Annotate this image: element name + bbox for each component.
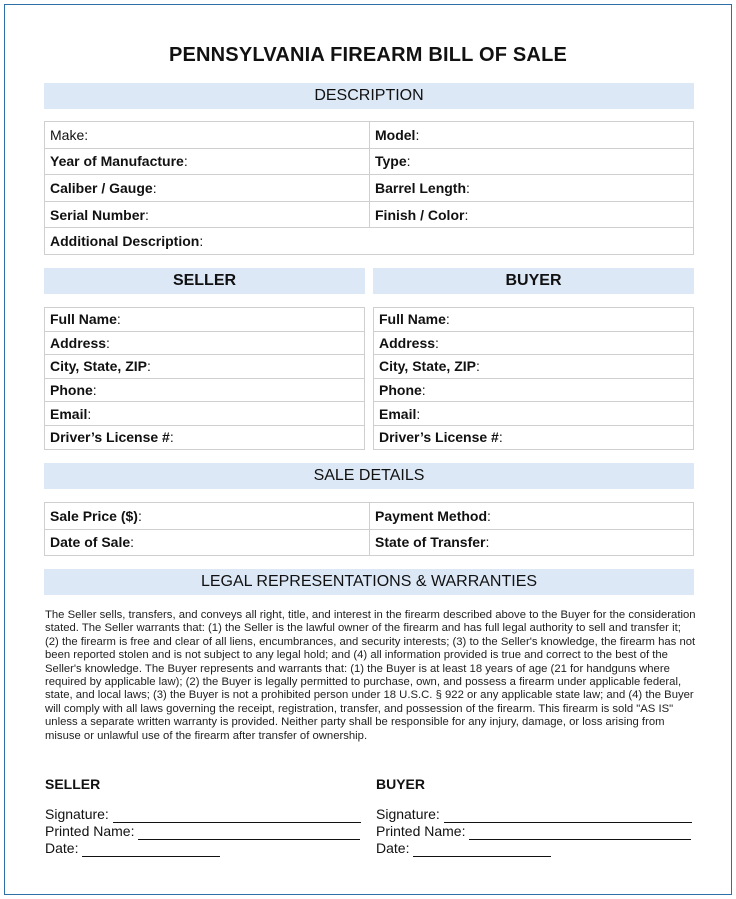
seller-header: SELLER <box>44 268 365 294</box>
additional-label: Additional Description <box>50 233 200 250</box>
sale-details-table <box>44 502 694 556</box>
caliber-label: Caliber / Gauge <box>50 179 153 196</box>
buyer-printed-name-rule <box>469 827 691 840</box>
seller-address-field[interactable]: Address: <box>45 331 365 355</box>
make-field[interactable]: Make: <box>45 122 370 149</box>
serial-field[interactable]: Serial Number: <box>45 201 370 228</box>
seller-signature-rule <box>113 810 361 823</box>
buyer-email-field[interactable]: Email: <box>374 402 694 426</box>
type-field[interactable]: Type: <box>370 148 694 175</box>
seller-date-label: Date: <box>45 840 79 856</box>
year-field[interactable]: Year of Manufacture: <box>45 148 370 175</box>
buyer-printed-name-line[interactable] <box>376 823 691 840</box>
buyer-license-label: Driver’s License # <box>379 429 499 446</box>
buyer-address-label: Address <box>379 334 436 351</box>
buyer-table <box>373 307 694 450</box>
seller-printed-name-rule <box>138 827 360 840</box>
description-table <box>44 121 694 255</box>
buyer-signature-line[interactable] <box>376 806 692 823</box>
caliber-field[interactable]: Caliber / Gauge: <box>45 175 370 202</box>
model-field[interactable]: Model: <box>370 122 694 149</box>
buyer-date-label: Date: <box>376 840 410 856</box>
seller-phone-label: Phone <box>50 382 93 399</box>
finish-field[interactable]: Finish / Color: <box>370 201 694 228</box>
seller-printed-name-line[interactable] <box>45 823 360 840</box>
buyer-city-label: City, State, ZIP <box>379 358 476 375</box>
buyer-signature-heading: BUYER <box>376 776 426 792</box>
barrel-field[interactable]: Barrel Length: <box>370 175 694 202</box>
state-of-transfer-label: State of Transfer <box>375 534 486 551</box>
seller-license-label: Driver’s License # <box>50 429 170 446</box>
additional-field[interactable]: Additional Description: <box>45 228 694 255</box>
buyer-email-label: Email <box>379 405 417 422</box>
year-label: Year of Manufacture <box>50 153 184 170</box>
sale-price-label: Sale Price ($) <box>50 507 138 524</box>
seller-signature-label: Signature: <box>45 806 109 822</box>
seller-license-field[interactable]: Driver’s License #: <box>45 425 365 449</box>
seller-full-name-label: Full Name <box>50 311 117 328</box>
buyer-license-field[interactable]: Driver’s License #: <box>374 425 694 449</box>
seller-printed-name-label: Printed Name: <box>45 823 135 839</box>
model-label: Model <box>375 126 416 143</box>
buyer-city-field[interactable]: City, State, ZIP: <box>374 355 694 379</box>
buyer-full-name-field[interactable]: Full Name: <box>374 308 694 332</box>
seller-phone-field[interactable]: Phone: <box>45 378 365 402</box>
payment-method-label: Payment Method <box>375 507 488 524</box>
seller-date-line[interactable] <box>45 840 220 857</box>
buyer-printed-name-label: Printed Name: <box>376 823 466 839</box>
seller-city-label: City, State, ZIP <box>50 358 147 375</box>
seller-table <box>44 307 365 450</box>
buyer-date-line[interactable] <box>376 840 551 857</box>
seller-full-name-field[interactable]: Full Name: <box>45 308 365 332</box>
buyer-signature-rule <box>444 810 692 823</box>
date-of-sale-label: Date of Sale <box>50 534 131 551</box>
type-label: Type <box>375 153 407 170</box>
document-title: PENNSYLVANIA FIREARM BILL OF SALE <box>168 44 568 66</box>
seller-email-field[interactable]: Email: <box>45 402 365 426</box>
payment-method-field[interactable]: Payment Method: <box>370 503 694 530</box>
seller-email-label: Email <box>50 405 88 422</box>
barrel-label: Barrel Length <box>375 179 467 196</box>
buyer-phone-label: Phone <box>379 382 422 399</box>
sale-price-field[interactable]: Sale Price ($): <box>45 503 370 530</box>
serial-label: Serial Number <box>50 206 145 223</box>
buyer-address-field[interactable]: Address: <box>374 331 694 355</box>
buyer-phone-field[interactable]: Phone: <box>374 378 694 402</box>
date-of-sale-field[interactable]: Date of Sale: <box>45 529 370 556</box>
seller-city-field[interactable]: City, State, ZIP: <box>45 355 365 379</box>
buyer-signature-label: Signature: <box>376 806 440 822</box>
make-label: Make <box>50 126 85 143</box>
seller-address-label: Address <box>50 334 107 351</box>
buyer-full-name-label: Full Name <box>379 311 446 328</box>
seller-signature-line[interactable] <box>45 806 361 823</box>
sale-details-header: SALE DETAILS <box>44 463 694 489</box>
seller-signature-heading: SELLER <box>45 776 101 792</box>
state-of-transfer-field[interactable]: State of Transfer: <box>370 529 694 556</box>
buyer-header: BUYER <box>373 268 694 294</box>
description-header: DESCRIPTION <box>44 83 694 109</box>
finish-label: Finish / Color <box>375 206 465 223</box>
legal-text: The Seller sells, transfers, and conveys all right, title, and interest in the firearm described above to the Buyer for the consideration stated. The Seller warrants that: (1) the Seller is the lawful owner of the firearm and has full legal authority to sell and transfer it; (2) the firearm is free and clear of all liens, encumbrances, and security interests; (3) to the Seller's knowledge, the firearm has not been reported stolen and is not subject to any legal hold; and (4) all information provided is true and correct to the best of the Seller's knowledge. The Buyer represents and warrants that: (1) the Buyer is at least 18 years of age (21 for handguns where required by applicable law); (2) the Buyer is legally permitted to purchase, own, and possess a firearm under applicable federal, state, and local laws; (3) the Buyer is not a prohibited person under 18 U.S.C. § 922 or any applicable state law; and (4) the Buyer will comply with all laws governing the receipt, registration, transfer, and possession of the firearm. This firearm is sold "AS IS" unless a separate written warranty is provided. Neither party shall be responsible for any injury, damage, or loss arising from misuse or unlawful use of the firearm after transfer of ownership. <box>45 609 696 742</box>
seller-date-rule <box>82 844 220 857</box>
buyer-date-rule <box>413 844 551 857</box>
legal-header: LEGAL REPRESENTATIONS & WARRANTIES <box>44 569 694 595</box>
